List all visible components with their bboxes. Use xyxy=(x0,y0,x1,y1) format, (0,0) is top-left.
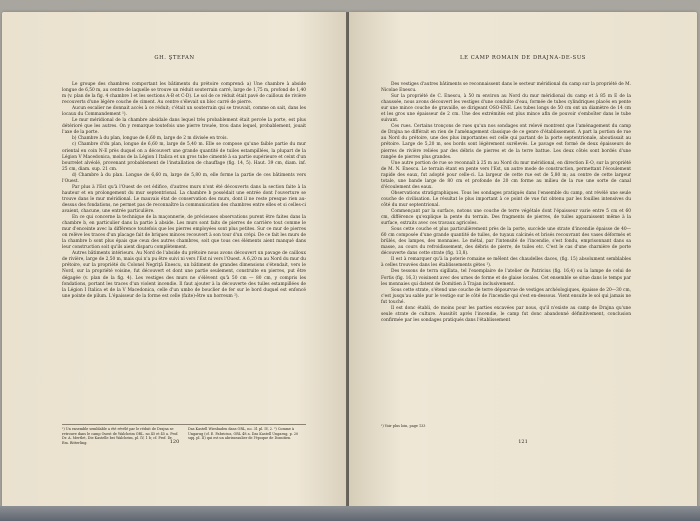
left-running-head: GH. ŞTEFAN xyxy=(154,55,195,61)
right-footnote: ¹) Voir plus loin, page 133 xyxy=(381,424,426,428)
book-cover-edge xyxy=(0,506,700,521)
paragraph: d) Chambre à du plan. Longue de 6,60 m, large de 5,80 m, elle forme la partie de ces bâtiments vers l'Ouest. xyxy=(62,172,306,184)
paragraph: Ces rues. Certains tronçons de rues qu'un nos sondages ont relevé montrent que l'aménagement du camp de Drajna ne différait en rien de l'aménagement classique de ce genre d'établissement. A part la portion de rue au Nord du prétoire, une des plus importantes est celle qui partant de la porte septentrionale, aboutissait au prétoire. Large de 5,20 m, ses bords sont légèrement surélevés. Le pavage est formé de deux épaisseurs de pierres de rivière reliées par des débris de pierres et de la terre battue. Les deux côtés sont bordés d'une rangée de pierres plus grandes. xyxy=(381,124,631,160)
paragraph: Des tessons de terra sigillata, tel l'exemplaire de l'atelier de Patricius (fig. 16,4) ou la lampe de celui de Fortis (fig. 16,3) voisinent avec des urnes de forme et de glaise locales. Cet ensemble se situe dans le temps par les monnaies qui datent de Domitien à Trajan inclusivement. xyxy=(381,269,631,287)
right-running-head: LE CAMP ROMAIN DE DRAJNA-DE-SUS xyxy=(460,55,586,61)
paragraph: Aucun escalier ne donnait accès à ce réduit; c'était un souterrain qui se trouvait, comme on sait, dans les locaux du Commandement ¹). xyxy=(62,106,306,118)
left-text-column xyxy=(62,82,306,300)
right-text-column xyxy=(381,82,631,324)
right-page-number: 121 xyxy=(518,439,528,445)
paragraph: Sous cette couche et plus particulièrement près de la porte, succède une strate d'incendie épaisse de 40—60 cm composée d'une grande quantité de tuiles, de tuyaux calcinés et brisés recouvrant des vases déformés et brûlés, des lampes, des monnaies. Le métal, par l'intensité de l'incendie, s'est fondu, emprisonnant dans sa masse, au cours du refroidissement, des débris de pierre, de tuiles etc. C'est le cas d'une charnière de porte découverte dans cette strate (fig. 13,8). xyxy=(381,227,631,257)
paragraph: En ce qui concerne la technique de la maçonnerie, de précieuses observations purent être faites dans la chambre b, en particulier dans la partie à abside. Les murs sont faits de pierres de carrière tout comme le mur d'enceinte avec la différence toutefois que les pierres employées sont plus petites. Sur ce mur de pierres on relève les traces d'un placage fait de briques minces recouvert à son tour d'un crépi. De ce fait les murs de la chambre b sont plus épais que ceux des autres chambres, soit que tous ces éléments aient manqué dans leur construction soit qu'ils aient disparu complètement. xyxy=(62,215,306,251)
paragraph: Sur la propriété de C. Enescu, à 50 m environ au Nord du mur méridional du camp et à 85 m E de la chaussée, nous avons découvert les vestiges d'une conduite d'eau, formée de tubes cylindriques placés en pente sur une mince couche de gravaille, se dirigeant OSO-ENE. Les tubes longs de 50 cm ont un diamètre de 14 cm et les gros une épaisseur de 2 cm. Une des extrémités est plus mince afin de pouvoir s'emboîter dans le tube suivant. xyxy=(381,94,631,124)
right-page xyxy=(349,12,697,512)
paragraph: Le groupe des chambres comportant les bâtiments du prétoire comprend: a) Une chambre à abside longue de 6,50 m, au centre de laquelle se trouve un réduit souterrain carré, large de 1,75 m, profond de 1,40 m (v. plan de la fig. 4 chambre I et les sections A-B et C-D). Le sol de ce réduit était pavé de cailloux de rivière recouverts d'une légère couche de ciment. Au centre s'élevait un bloc carré de pierre. xyxy=(62,82,306,106)
paragraph: Il est à remarquer qu'à la poterie romaine se mêlent des chaudelles daces, (fig. 15) absolument semblables à celles trouvées dans les établissements gètes ¹). xyxy=(381,257,631,269)
left-page-number: 120 xyxy=(169,439,180,445)
left-page xyxy=(2,12,347,512)
paragraph: c) Chambre d'du plan, longue de 6,60 m, large de 5,40 m. Elle se compose qu'une faible partie du mur oriental en coin N-E près duquel on a découvert une grande quantité de tuiles estampillées, la plupart de la Légion V Macedonica, moins de la Légion I Italica et un gros tube cimenté à sa partie supérieure et ceint d'un bourrelet alvéolé, provenant probablement de l'installation de chauffage (fig. 14, 5). Haut. 39 cm, diam. inf. 25 cm, diam. sup. 21 cm. xyxy=(62,142,306,172)
paragraph: Autres bâtiments intérieurs. Au Nord de l'abside du prétoire nous avons découvert un pavage de cailloux de rivière, large de 2,50 m, mais qui n'a pu être suivi ni vers l'Est ni vers l'Ouest. A 6,20 m au Nord du mur du prétoire, sur la propriété du Colonel Negriţă Enescu, un bâtiment de grandes dimensions s'étendait, vers le Nord, sur la propriété voisine, fut découvert et dont une partie seulement, construite en pierres, put être dégagée (v. plan de la fig. 4). Les vestiges des murs ne s'élèvent qu'à 50 cm — 80 cm, y compris les fondations, portant les traces d'un violent incendie. Il faut ajouter à la découverte des tuiles estampillées de la Légion I Italica et de la V Macedonica, celle d'un umbo de bouclier de fer sur le bord duquel est enfoncé une pointe de pilum. L'épaisseur de la forme est celle (faite)-être un horreum ²). xyxy=(62,251,306,299)
paragraph: Observations stratigraphiques. Tous les sondages pratiqués dans l'ensemble du camp, ont révélé une seule couche de civilisation. Le résultat le plus important à ce point de vue fut obtenu par les fouilles intensives du côté du mur septentrional. xyxy=(381,190,631,208)
paragraph: Il est donc établi, de moins pour les parties excavées par nous, qu'il n'existe au camp de Drajna qu'une seule strate de culture. Aussitôt après l'incendie, le camp fut donc abandonné définitivement, conclusion confirmée par les sondages pratiqués dans l'établissement xyxy=(381,305,631,323)
paragraph: Commençant par la surface, notons une couche de terre végétale dont l'épaisseur varie entre 5 cm et 60 cm, différence qu'explique la pente du terrain. Des fragments de pierres, de tuiles apparaissent même à la surface, extraits avec ces travaux agricoles. xyxy=(381,208,631,227)
footnote-column-right: Das Kastell Wiesbaden dans ORL, no. 31 pl. IV, 2. ²) Comme à Ungarug (cf. E. Fabricius, ORL 48 a. Das Kastell Ungarug, p. 20 sqq. pl. II) qui est un abrisseaulier de l'époque de Domitien. xyxy=(188,427,299,441)
paragraph: Une autre portion de rue se reconnaît à 25 m au Nord du mur méridional, en direction E-O, sur la propriété de M. N. Enescu. Le terrain étant en pente vers l'Est, un autre mode de construction, permettant l'écoulement rapide des eaux, fut adopté pour celle-ci. La largeur de cette rue est de 5,80 m; au centre de cette largeur totale, une bande large de 80 cm et profonde de 20 cm forme au milieu de la rue une sorte de canal d'écoulement des eaux. xyxy=(381,160,631,190)
paragraph: Des vestiges d'autres bâtiments se reconnaissent dans le secteur méridional du camp sur la propriété de M. Nicolae Enescu. xyxy=(381,82,631,94)
paragraph: Le mur méridional de la chambre absidale dans lequel très probablement était percée la porte, est plus détérioré que les autres. On y remarque toutefois une pierre trouée, trou dans lequel, probablement, jouait l'axe de la porte. xyxy=(62,118,306,136)
paragraph: Par plus à l'Est qu'à l'Ouest de cet édifice, d'autres murs n'ont été découverts dans la section faite à la hauteur et en prolongement du mur septentrional. La chambre b possédait une entrée dont l'ouverture se trouve dans le mur méridional. Le mauvais état de conservation des murs, dont il ne reste presque rien au-dessus des fondations, ne permet pas de reconnaître la communication des chambres entre elles et si celles-ci avaient, chacune, une entrée particulière. xyxy=(62,184,306,214)
paragraph: b) Chambre à du plan, longue de 6,60 m, large de 2 m divisée en trois. xyxy=(72,136,228,142)
paragraph: Sous cette strate, s'étend une couche de terre dépourvue de vestiges archéologiques, épaisse de 20—30 cm, c'est jusqu'au sable pur le vestige sur le côté de l'incendie qui s'est en-dessous. Vient ensuite le sol qui jamais ne fut touché. xyxy=(381,287,631,305)
footnote-column-left: ¹) Un ensemble semblable a été révélé par le réduit de Drajna se retrouve dans le camp Ouest de Walcheim ORL. no 45 et 45 a. Prof. Dr. A. Mertlet, Die Kastelle bei Walcheim, pl. IV, 1 b; cf. Prof. Dr. Em. Ritterling. xyxy=(62,427,179,445)
